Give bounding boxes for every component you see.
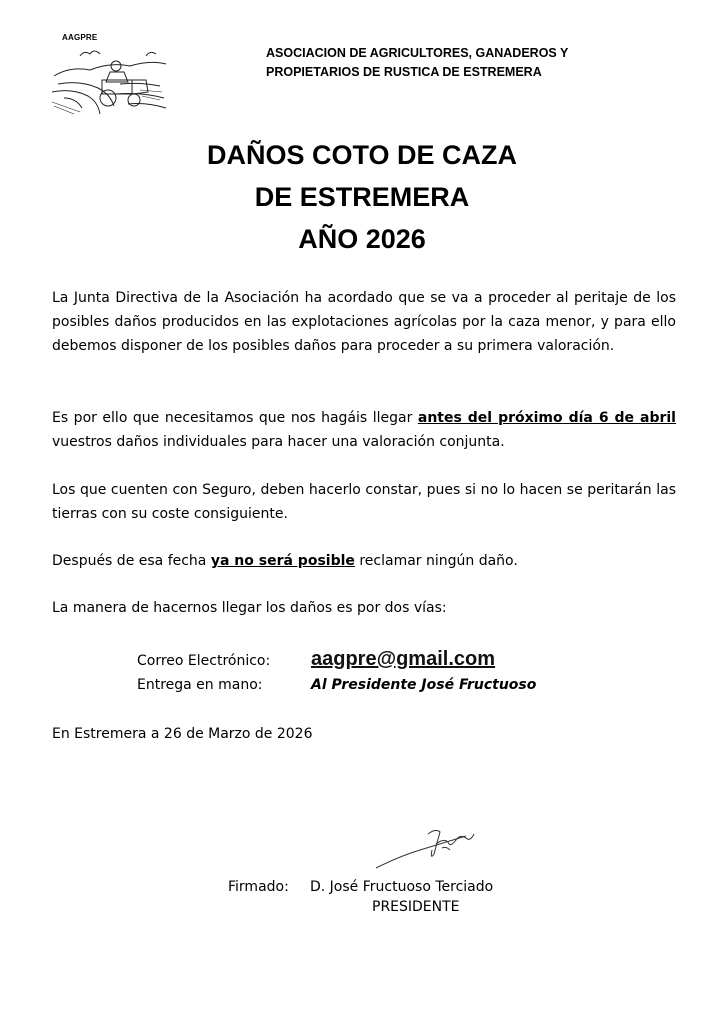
signature-icon <box>370 820 480 872</box>
signer-name: D. José Fructuoso Terciado <box>310 879 494 895</box>
date-line: En Estremera a 26 de Marzo de 2026 <box>52 726 313 742</box>
contact-hand-row <box>137 677 536 693</box>
signed-label: Firmado: <box>228 879 289 895</box>
organization-name <box>266 44 686 82</box>
deadline-text-after: vuestros daños individuales para hacer una valoración conjunta. <box>52 434 505 450</box>
deadline-highlight: antes del próximo día 6 de abril <box>417 410 676 426</box>
email-label: Correo Electrónico: <box>137 653 271 669</box>
title-line-2: DE ESTREMERA <box>254 182 470 212</box>
hand-delivery-label: Entrega en mano: <box>137 677 263 693</box>
hand-delivery-value: Al Presidente José Fructuoso <box>311 677 537 693</box>
paragraph-methods: La manera de hacernos llegar los daños es por dos vías: <box>52 600 447 616</box>
signer-role: PRESIDENTE <box>372 899 460 915</box>
cutoff-text-before: Después de esa fecha <box>52 553 211 569</box>
contact-email-row <box>137 648 495 671</box>
paragraph-intro: La Junta Directiva de la Asociación ha acordado que se va a proceder al peritaje de los posibles daños producidos en las explotaciones agrícolas por la caza menor, y para ello debemos disponer de los posibles daños para proceder a su primera valoración. <box>52 290 676 354</box>
deadline-text-before: Es por ello que necesitamos que nos hagáis llegar <box>52 410 418 426</box>
email-link[interactable]: aagpre@gmail.com <box>311 648 496 670</box>
cutoff-text-after: reclamar ningún daño. <box>354 553 518 569</box>
org-line-2: PROPIETARIOS DE RUSTICA DE ESTREMERA <box>266 65 542 79</box>
title-line-3: AÑO 2026 <box>298 224 426 254</box>
cutoff-highlight: ya no será posible <box>210 553 355 569</box>
org-line-1: ASOCIACION DE AGRICULTORES, GANADEROS Y <box>266 46 569 60</box>
signature-block <box>228 876 493 898</box>
paragraph-cutoff <box>52 549 676 573</box>
aagpre-logo <box>50 36 168 116</box>
paragraph-insurance: Los que cuenten con Seguro, deben hacerlo constar, pues si no lo hacen se peritarán las tierras con su coste consiguiente. <box>52 482 676 522</box>
document-title <box>0 134 724 260</box>
logo-label: AAGPRE <box>62 33 98 42</box>
title-line-1: DAÑOS COTO DE CAZA <box>206 140 517 170</box>
paragraph-deadline <box>52 406 676 454</box>
